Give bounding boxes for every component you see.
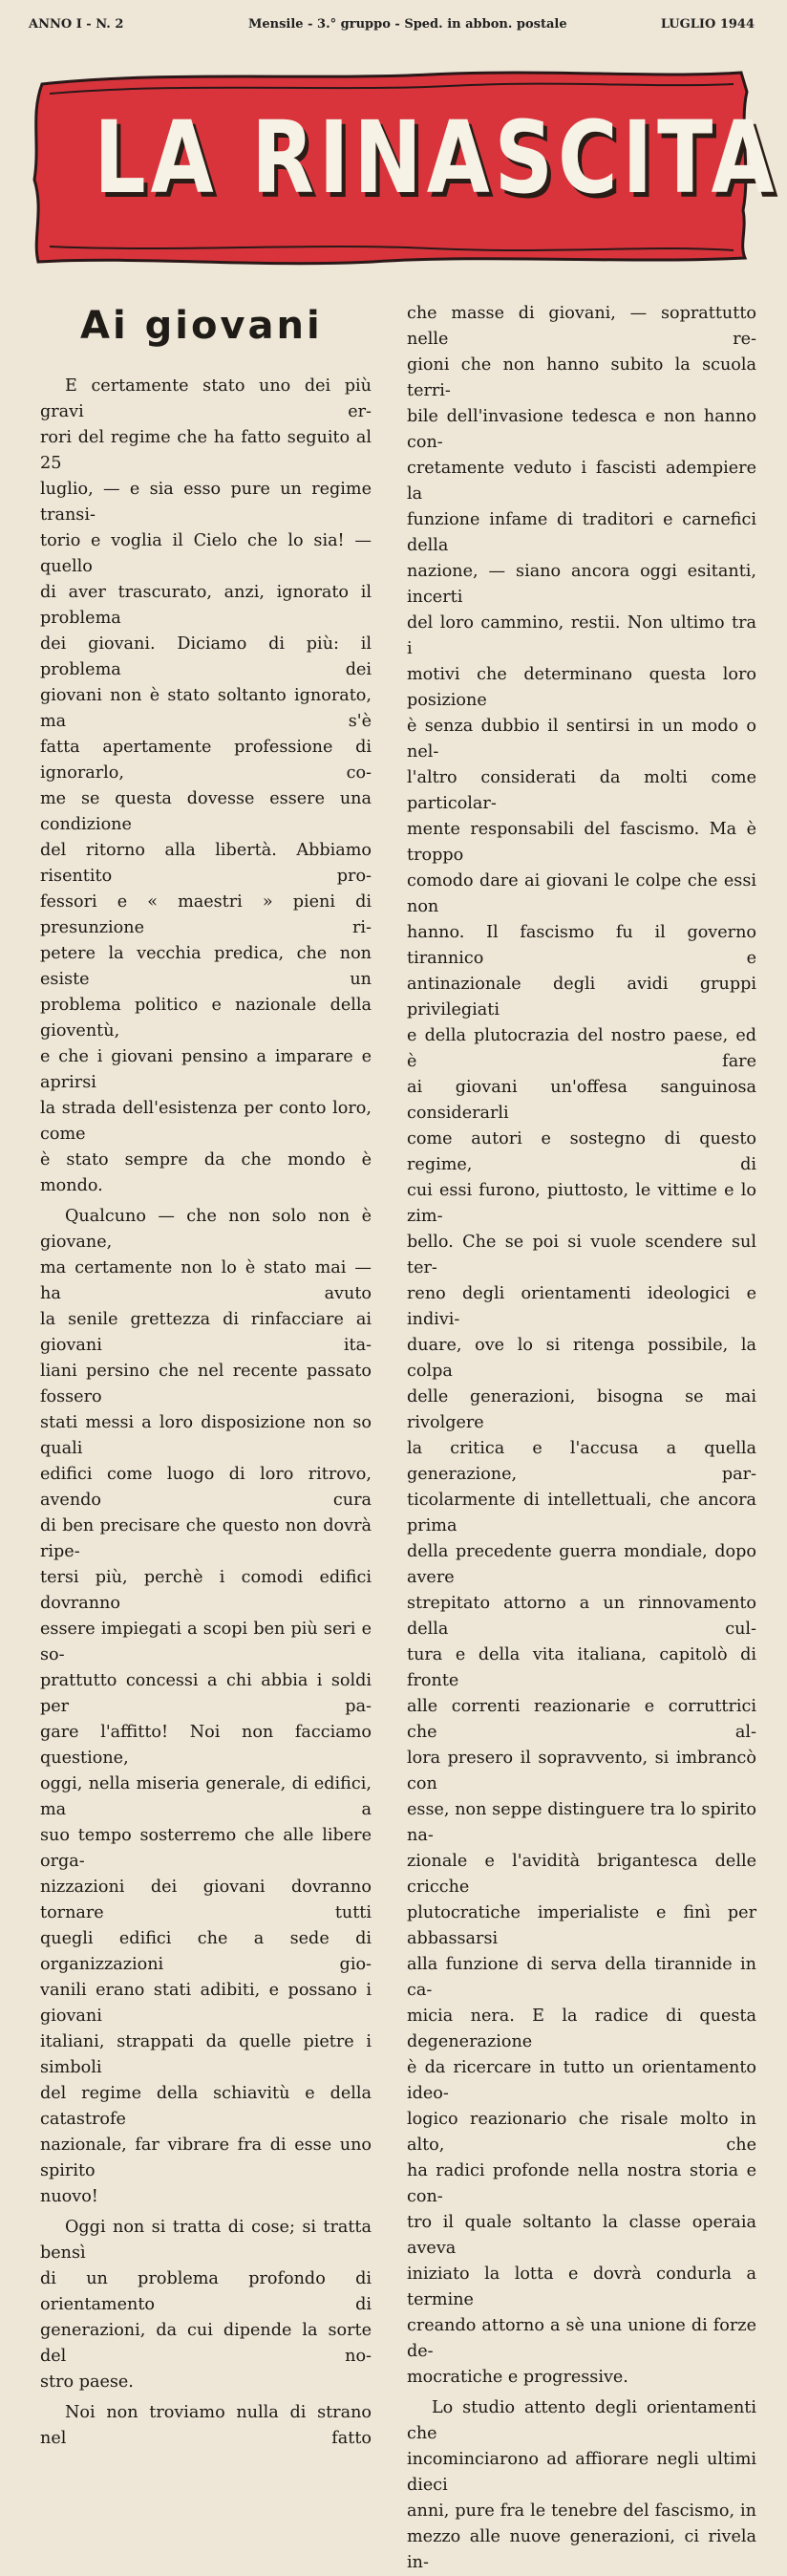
text-line: la senile grettezza di rinfacciare ai giovani ita- <box>40 1310 372 1355</box>
text-line: la critica e l'accusa a quella generazione, par- <box>407 1439 756 1484</box>
text-line: stati messi a loro disposizione non so quali <box>40 1413 372 1458</box>
text-line: alla funzione di serva della tirannide in ca- <box>407 1955 756 2000</box>
text-line: lora presero il sopravvento, si imbrancò con <box>407 1749 756 1793</box>
text-line: rori del regime che ha fatto seguito al 25 <box>40 428 372 473</box>
text-line: ma certamente non lo è stato mai — ha avuto <box>40 1258 372 1303</box>
text-line: è senza dubbio il sentirsi in un modo o nel- <box>407 717 756 762</box>
text-line: motivi che determinano questa loro posizione <box>407 665 756 710</box>
text-line: micia nera. E la radice di questa degenerazione <box>407 2007 756 2051</box>
text-line: comodo dare ai giovani le colpe che essi non <box>407 871 756 916</box>
text-line: ai giovani un'offesa sanguinosa considerarli <box>407 1078 756 1123</box>
text-line: reno degli orientamenti ideologici e indivi- <box>407 1284 756 1329</box>
text-line: bello. Che se poi si vuole scendere sul ter- <box>407 1233 756 1277</box>
text-line: plutocratiche imperialiste e finì per abbassarsi <box>407 1903 756 1948</box>
text-line: che masse di giovani, — soprattutto nelle re- <box>407 304 756 349</box>
text-line: E certamente stato uno dei più gravi er- <box>40 376 372 421</box>
article-column-left <box>40 374 372 2452</box>
text-line: mocratiche e progressive. <box>407 2368 628 2387</box>
text-line: giovani non è stato soltanto ignorato, ma s'è <box>40 686 372 731</box>
text-line: prattutto concessi a chi abbia i soldi per pa- <box>40 1671 372 1716</box>
text-line: gioni che non hanno subito la scuola terri- <box>407 355 756 400</box>
text-line: creando attorno a sè una unione di forze de- <box>407 2316 756 2361</box>
text-line: ha radici profonde nella nostra storia e con- <box>407 2161 756 2206</box>
text-line: anni, pure fra le tenebre del fascismo, in <box>407 2501 756 2521</box>
text-line: strepitato attorno a un rinnovamento della cul- <box>407 1594 756 1639</box>
text-line: tura e della vita italiana, capitolò di fronte <box>407 1645 756 1690</box>
text-line: luglio, — e sia esso pure un regime transi- <box>40 480 372 525</box>
text-line: nazione, — siano ancora oggi esitanti, incerti <box>407 562 756 607</box>
text-line: di aver trascurato, anzi, ignorato il problema <box>40 583 372 628</box>
text-line: di ben precisare che questo non dovrà ripe- <box>40 1516 372 1561</box>
text-line: nizzazioni dei giovani dovranno tornare tutti <box>40 1878 372 1922</box>
text-line: me se questa dovesse essere una condizione <box>40 789 372 834</box>
text-line: fatta apertamente professione di ignorarlo, co- <box>40 738 372 783</box>
publication-info: Mensile - 3.° gruppo - Sped. in abbon. postale <box>248 17 567 32</box>
text-line: e che i giovani pensino a imparare e aprirsi <box>40 1047 372 1092</box>
text-line: tro il quale soltanto la classe operaia aveva <box>407 2213 756 2258</box>
text-line: e della plutocrazia del nostro paese, ed è fare <box>407 1026 756 1071</box>
text-line: oggi, nella miseria generale, di edifici, ma a <box>40 1774 372 1819</box>
text-line: l'altro considerati da molti come particolar- <box>407 768 756 813</box>
text-line: stro paese. <box>40 2372 134 2392</box>
text-line: quegli edifici che a sede di organizzazioni gio- <box>40 1929 372 1974</box>
text-line: cui essi furono, piuttosto, le vittime e lo zim- <box>407 1181 756 1226</box>
text-line: Lo studio attento degli orientamenti che <box>407 2398 756 2443</box>
text-line: come autori e sostegno di questo regime, di <box>407 1129 756 1174</box>
text-line: antinazionale degli avidi gruppi privilegiati <box>407 975 756 1020</box>
text-line: iniziato la lotta e dovrà condurla a termine <box>407 2265 756 2309</box>
text-line: è stato sempre da che mondo è mondo. <box>40 1150 372 1195</box>
text-line: problema politico e nazionale della gioventù, <box>40 996 372 1041</box>
text-line: logico reazionario che risale molto in alto, che <box>407 2110 756 2155</box>
text-line: italiani, strappati da quelle pietre i simboli <box>40 2032 372 2077</box>
text-line: zionale e l'avidità brigantesca delle cricche <box>407 1852 756 1897</box>
text-line: ticolarmente di intellettuali, che ancora prima <box>407 1491 756 1535</box>
text-line: Noi non troviamo nulla di strano nel fatto <box>40 2403 372 2448</box>
article-title: Ai giovani <box>80 304 323 348</box>
text-line: fessori e « maestri » pieni di presunzione ri- <box>40 892 372 937</box>
text-line: gare l'affitto! Noi non facciamo questione, <box>40 1723 372 1768</box>
text-line: Qualcuno — che non solo non è giovane, <box>40 1207 372 1252</box>
text-line: mezzo alle nuove generazioni, ci rivela in- <box>407 2527 756 2572</box>
masthead-title: LA RINASCITA <box>94 99 779 216</box>
text-line: della precedente guerra mondiale, dopo avere <box>407 1542 756 1587</box>
text-line: essere impiegati a scopi ben più seri e so- <box>40 1620 372 1664</box>
text-line: del regime della schiavitù e della catastrofe <box>40 2084 372 2129</box>
text-line: suo tempo sosterremo che alle libere orga- <box>40 1826 372 1871</box>
text-line: bile dell'invasione tedesca e non hanno con- <box>407 407 756 452</box>
text-line: del ritorno alla libertà. Abbiamo risentito pro- <box>40 841 372 886</box>
text-line: nazionale, far vibrare fra di esse uno spirito <box>40 2136 372 2180</box>
issue-number: ANNO I - N. 2 <box>29 17 124 32</box>
text-line: liani persino che nel recente passato fossero <box>40 1362 372 1406</box>
text-line: del loro cammino, restii. Non ultimo tra i <box>407 613 756 658</box>
text-line: esse, non seppe distinguere tra lo spirito na- <box>407 1800 756 1845</box>
text-line: generazioni, da cui dipende la sorte del no- <box>40 2321 372 2366</box>
text-line: duare, ove lo si ritenga possibile, la colpa <box>407 1336 756 1381</box>
text-line: torio e voglia il Cielo che lo sia! — quello <box>40 531 372 576</box>
text-line: dei giovani. Diciamo di più: il problema dei <box>40 634 372 679</box>
text-line: delle generazioni, bisogna se mai rivolgere <box>407 1387 756 1432</box>
text-line: alle correnti reazionarie e corruttrici che al- <box>407 1697 756 1742</box>
text-line: petere la vecchia predica, che non esiste un <box>40 944 372 989</box>
text-line: è da ricercare in tutto un orientamento ideo- <box>407 2058 756 2103</box>
text-line: hanno. Il fascismo fu il governo tirannico e <box>407 923 756 968</box>
text-line: cretamente veduto i fascisti adempiere la <box>407 459 756 504</box>
page-header <box>29 17 755 38</box>
article-column-right <box>407 301 756 2576</box>
text-line: la strada dell'esistenza per conto loro, come <box>40 1099 372 1144</box>
issue-date: LUGLIO 1944 <box>660 17 755 32</box>
text-line: funzione infame di traditori e carnefici della <box>407 510 756 555</box>
text-line: di un problema profondo di orientamento di <box>40 2269 372 2314</box>
text-line: edifici come luogo di loro ritrovo, avendo cura <box>40 1465 372 1510</box>
text-line: incominciarono ad affiorare negli ultimi dieci <box>407 2450 756 2495</box>
text-line: nuovo! <box>40 2187 98 2206</box>
masthead <box>29 67 779 268</box>
text-line: Oggi non si tratta di cose; si tratta bensì <box>40 2218 372 2263</box>
text-line: tersi più, perchè i comodi edifici dovranno <box>40 1568 372 1613</box>
text-line: mente responsabili del fascismo. Ma è troppo <box>407 820 756 865</box>
text-line: vanili erano stati adibiti, e possano i giovani <box>40 1981 372 2026</box>
